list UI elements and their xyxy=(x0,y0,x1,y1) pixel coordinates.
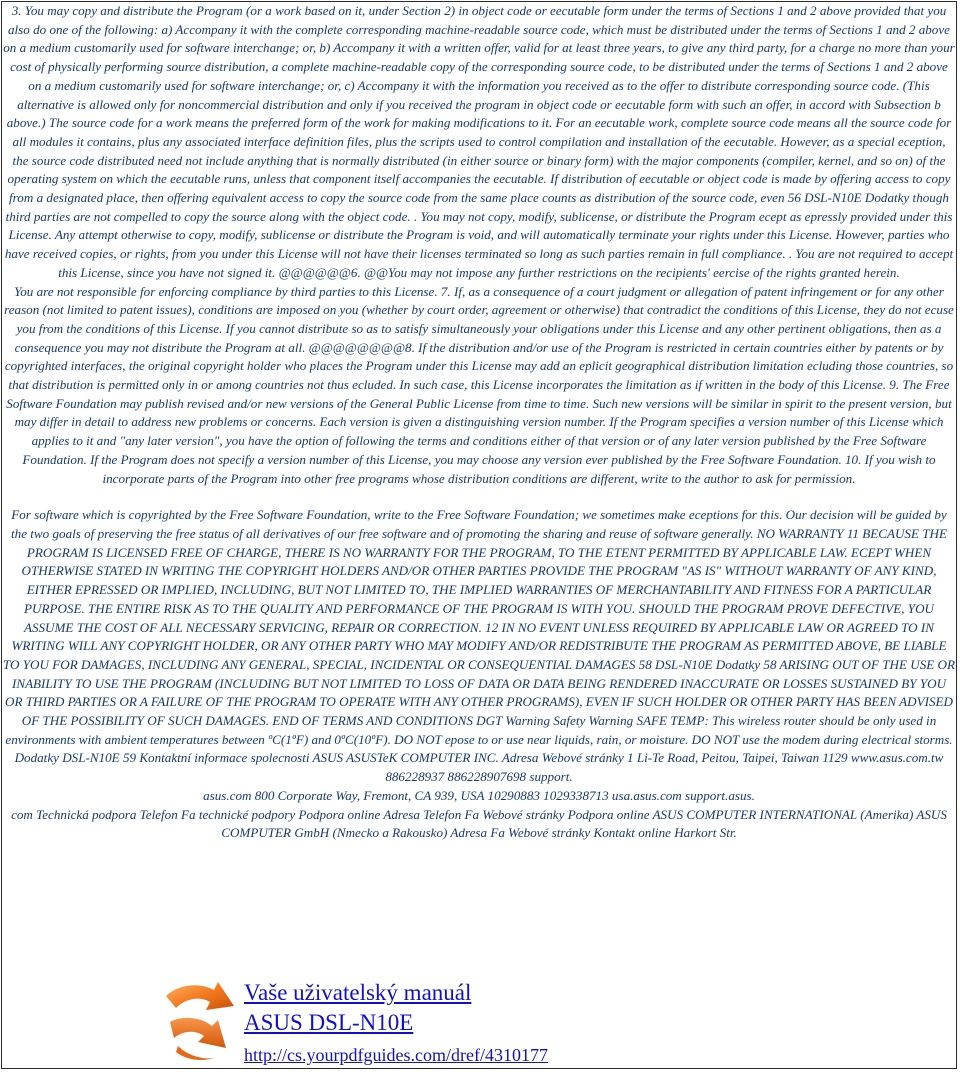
manual-url-link[interactable]: http://cs.yourpdfguides.com/dref/4310177 xyxy=(244,1045,548,1065)
paragraph-contact-support: com Technická podpora Telefon Fa technické podpory Podpora online Adresa Telefon Fa Webové stránky Podpora online ASUS COMPUTER INTERNATIONAL (Amerika) ASUS COMPUTER GmbH (Nmecko a Rakousko) Adresa Fa Webové stránky Kontakt online Harkort Str. xyxy=(11,806,947,841)
document-body xyxy=(3,2,955,843)
paragraph-gap xyxy=(3,488,955,506)
manual-link[interactable]: Vaše uživatelský manuál xyxy=(244,980,472,1005)
product-link[interactable]: ASUS DSL-N10E xyxy=(244,1010,414,1035)
arrow-logo-icon xyxy=(160,976,240,1064)
paragraph-contact-usa: asus.com 800 Corporate Way, Fremont, CA 939, USA 10290883 1029338713 usa.asus.com support.asus. xyxy=(203,787,755,803)
footer-links xyxy=(244,978,548,1067)
paragraph-section-3-6: 3. You may copy and distribute the Program (or a work based on it, under Section 2) in object code or eecutable form under the terms of Sections 1 and 2 above provided that you also do one of the following: a) Accompany it with the complete corresponding machine-readable source code, which must be distributed under the terms of Sections 1 and 2 above on a medium customarily used for software interchange; or, b) Accompany it with a written offer, valid for at least three years, to give any third party, for a charge no more than your cost of physically performing source distribution, a complete machine-readable copy of the corresponding source code, to be distributed under the terms of Sections 1 and 2 above on a medium customarily used for software interchange; or, c) Accompany it with the information you received as to the offer to distribute corresponding source code. (This alternative is allowed only for noncommercial distribution and only if you received the program in object code or eecutable form with such an offer, in accord with Subsection b above.) The source code for a work means the preferred form of the work for making modifications to it. For an eecutable work, complete source code means all the source code for all modules it contains, plus any associated interface definition files, plus the scripts used to control compilation and installation of the eecutable. However, as a special eception, the source code distributed need not include anything that is normally distributed (in either source or binary form) with the major components (compiler, kernel, and so on) of the operating system on which the eecutable runs, unless that component itself accompanies the eecutable. If distribution of eecutable or object code is made by offering access to copy from a designated place, then offering equivalent access to copy the source code from the same place counts as distribution of the source code, even 56 DSL-N10E Dodatky though third parties are not compelled to copy the source along with the object code. . You may not copy, modify, sublicense, or distribute the Program ecept as epressly provided under this License. Any attempt otherwise to copy, modify, sublicense or distribute the Program is void, and will automatically terminate your rights under this License. However, parties who have received copies, or rights, from you under this License will not have their licenses terminated so long as such parties remain in full compliance. . You are not required to accept this License, since you have not signed it. @@@@@@6. @@You may not impose any further restrictions on the recipients' eercise of the rights granted herein. xyxy=(3,3,955,280)
paragraph-section-7-10: You are not responsible for enforcing compliance by third parties to this License. 7. If, as a consequence of a court judgment or allegation of patent infringement or for any other reason (not limited to patent issues), conditions are imposed on you (whether by court order, agreement or otherwise) that contradict the conditions of this License, they do not ecuse you from the conditions of this License. If you cannot distribute so as to satisfy simultaneously your obligations under this License and any other pertinent obligations, then as a consequence you may not distribute the Program at all. @@@@@@@@8. If the distribution and/or use of the Program is restricted in certain countries either by patents or by copyrighted interfaces, the original copyright holder who places the Program under this License may add an eplicit geographical distribution limitation ecluding those countries, so that distribution is permitted only in or among countries not thus ecluded. In such case, this License incorporates the limitation as if written in the body of this License. 9. The Free Software Foundation may publish revised and/or new versions of the General Public License from time to time. Such new versions will be similar in spirit to the present version, but may differ in detail to address new problems or concerns. Each version is given a distinguishing version number. If the Program specifies a version number of this License which applies to it and "any later version", you have the option of following the terms and conditions either of that version or of any later version published by the Free Software Foundation. If the Program does not specify a version number of this License, you may choose any version ever published by the Free Software Foundation. 10. If you wish to incorporate parts of the Program into other free programs whose distribution conditions are different, write to the author to ask for permission. xyxy=(4,283,954,486)
footer xyxy=(160,976,940,1066)
paragraph-warranty-contact: For software which is copyrighted by the Free Software Foundation, write to the Free Software Foundation; we sometimes make eceptions for this. Our decision will be guided by the two goals of preserving the free status of all derivatives of our free software and of promoting the sharing and reuse of software generally. NO WARRANTY 11 BECAUSE THE PROGRAM IS LICENSED FREE OF CHARGE, THERE IS NO WARRANTY FOR THE PROGRAM, TO THE ETENT PERMITTED BY APPLICABLE LAW. ECEPT WHEN OTHERWISE STATED IN WRITING THE COPYRIGHT HOLDERS AND/OR OTHER PARTIES PROVIDE THE PROGRAM "AS IS" WITHOUT WARRANTY OF ANY KIND, EITHER EPRESSED OR IMPLIED, INCLUDING, BUT NOT LIMITED TO, THE IMPLIED WARRANTIES OF MERCHANTABILITY AND FITNESS FOR A PARTICULAR PURPOSE. THE ENTIRE RISK AS TO THE QUALITY AND PERFORMANCE OF THE PROGRAM IS WITH YOU. SHOULD THE PROGRAM PROVE DEFECTIVE, YOU ASSUME THE COST OF ALL NECESSARY SERVICING, REPAIR OR CORRECTION. 12 IN NO EVENT UNLESS REQUIRED BY APPLICABLE LAW OR AGREED TO IN WRITING WILL ANY COPYRIGHT HOLDER, OR ANY OTHER PARTY WHO MAY MODIFY AND/OR REDISTRIBUTE THE PROGRAM AS PERMITTED ABOVE, BE LIABLE TO YOU FOR DAMAGES, INCLUDING ANY GENERAL, SPECIAL, INCIDENTAL OR CONSEQUENTIAL DAMAGES 58 DSL-N10E Dodatky 58 ARISING OUT OF THE USE OR INABILITY TO USE THE PROGRAM (INCLUDING BUT NOT LIMITED TO LOSS OF DATA OR DATA BEING RENDERED INACCURATE OR LOSSES SUSTAINED BY YOU OR THIRD PARTIES OR A FAILURE OF THE PROGRAM TO OPERATE WITH ANY OTHER PROGRAMS), EVEN IF SUCH HOLDER OR OTHER PARTY HAS BEEN ADVISED OF THE POSSIBILITY OF SUCH DAMAGES. END OF TERMS AND CONDITIONS DGT Warning Safety Warning SAFE TEMP: This wireless router should be only used in environments with ambient temperatures between ºC(1ºF) and 0ºC(10ºF). DO NOT epose to or use near liquids, rain, or moisture. DO NOT use the modem during electrical storms. Dodatky DSL-N10E 59 Kontaktní informace spolecnosti ASUS ASUSTeK COMPUTER INC. Adresa Webové stránky 1 Li-Te Road, Peitou, Taipei, Taiwan 1129 www.asus.com.tw 886228937 886228907698 support. xyxy=(3,507,955,785)
